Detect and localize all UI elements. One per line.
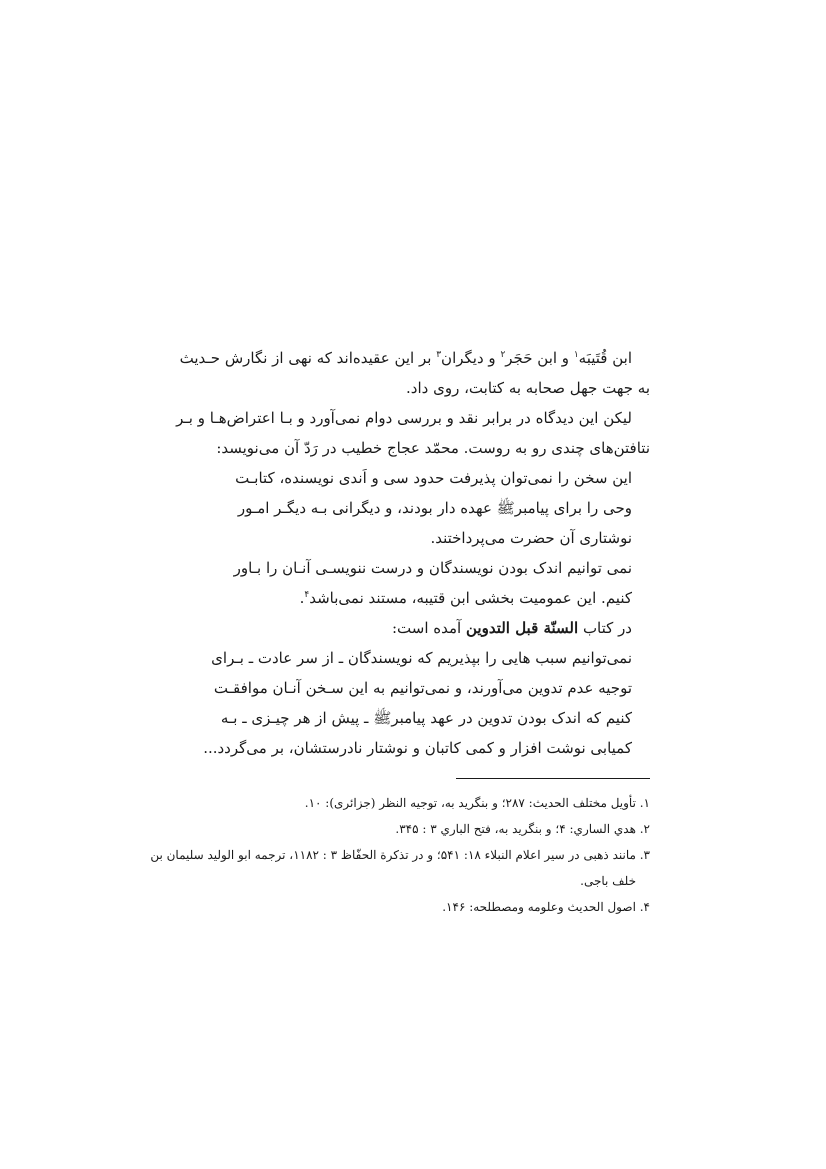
footnote-ref-3[interactable]: ۳: [436, 350, 442, 360]
paragraph-3: [176, 613, 650, 643]
quote-2-line-3: کنیم که اندک بودن تدوین در عهد پیامبرﷺ ـ پیش از هر چیـزی ـ بـه: [220, 709, 632, 727]
main-text: [176, 343, 650, 763]
paragraph-1-line-1: [176, 343, 650, 373]
quote-1-line-2: وحی را برای پیامبرﷺ عهده دار بودند، و دیگرانی بـه دیگـر امـور: [237, 499, 632, 517]
text-segment: و ابن حَجَر: [505, 349, 574, 367]
footnote-ref-1[interactable]: ۱: [573, 350, 579, 360]
footnote-divider: [456, 778, 650, 779]
paragraph-2-line-2: نتافتن‌های چندی رو به روست. محمّد عجاج خطیب در رَدّ آن می‌نویسد:: [216, 439, 650, 457]
quote-1-line-3: نوشتاری آن حضرت می‌پرداختند.: [430, 529, 632, 547]
quote-1-line-1: این سخن را نمی‌توان پذیرفت حدود سی و اَندی نویسنده، کتابـت: [235, 469, 632, 487]
footnote-ref-4[interactable]: ۴: [304, 590, 310, 600]
footnote-1: ۱. تأويل مختلف الحديث: ۲۸۷؛ و بنگرید به، توجیه النظر (جزائری): ۱۰.: [304, 796, 650, 810]
footnotes: [150, 790, 650, 920]
book-title: السنّة قبل التدوين: [466, 619, 579, 637]
text-segment: در کتاب: [578, 619, 632, 637]
footnote-2: ۲. هدي الساري: ۴؛ و بنگرید به، فتح الباري ۳ : ۳۴۵.: [395, 822, 650, 836]
quote-2-line-4: کمیابی نوشت افزار و کمی کاتبان و نوشتار نادرستشان، بر می‌گردد...: [203, 739, 632, 757]
text-segment: کنیم. این عمومیت بخشی ابن قتیبه، مستند نمی‌باشد: [309, 589, 632, 607]
footnote-4: ۴. اصول الحديث وعلومه ومصطلحه: ۱۴۶.: [442, 900, 650, 914]
period: .: [299, 589, 305, 607]
paragraph-1-line-2: به جهت جهل صحابه به کتابت، روی داد.: [406, 379, 650, 397]
text-segment: ابن قُتَيبَه: [578, 349, 632, 367]
footnote-3-continuation: خلف باجی.: [580, 874, 636, 888]
text-segment: بر این عقیده‌اند که نهی از نگارش حـدیث: [179, 349, 437, 367]
quote-2-line-2: توجیه عدم تدوین می‌آورند، و نمی‌توانیم به این سـخن آنـان موافقـت: [213, 679, 632, 697]
quote-1-line-5: [176, 583, 650, 613]
footnote-3: ۳. مانند ذهبی در سیر اعلام النبلاء ۱۸: ۵۴۱؛ و در تذكرة الحفّاظ ۳ : ۱۱۸۲، ترجمه ابو الوليد سليمان بن: [150, 848, 650, 862]
text-segment: و دیگران: [441, 349, 501, 367]
paragraph-2-line-1: لیکن این دیدگاه در برابر نقد و بررسی دوام نمی‌آورد و بـا اعتراض‌هـا و بـر: [176, 409, 632, 427]
text-segment: آمده است:: [392, 619, 466, 637]
quote-1-line-4: نمی توانیم اندک بودن نویسندگان و درست ننویسـی آنـان را بـاور: [233, 559, 632, 577]
footnote-ref-2[interactable]: ۲: [500, 350, 506, 360]
quote-2-line-1: نمی‌توانیم سبب هایی را بپذیریم که نویسندگان ـ از سر عادت ـ بـرای: [211, 649, 632, 667]
